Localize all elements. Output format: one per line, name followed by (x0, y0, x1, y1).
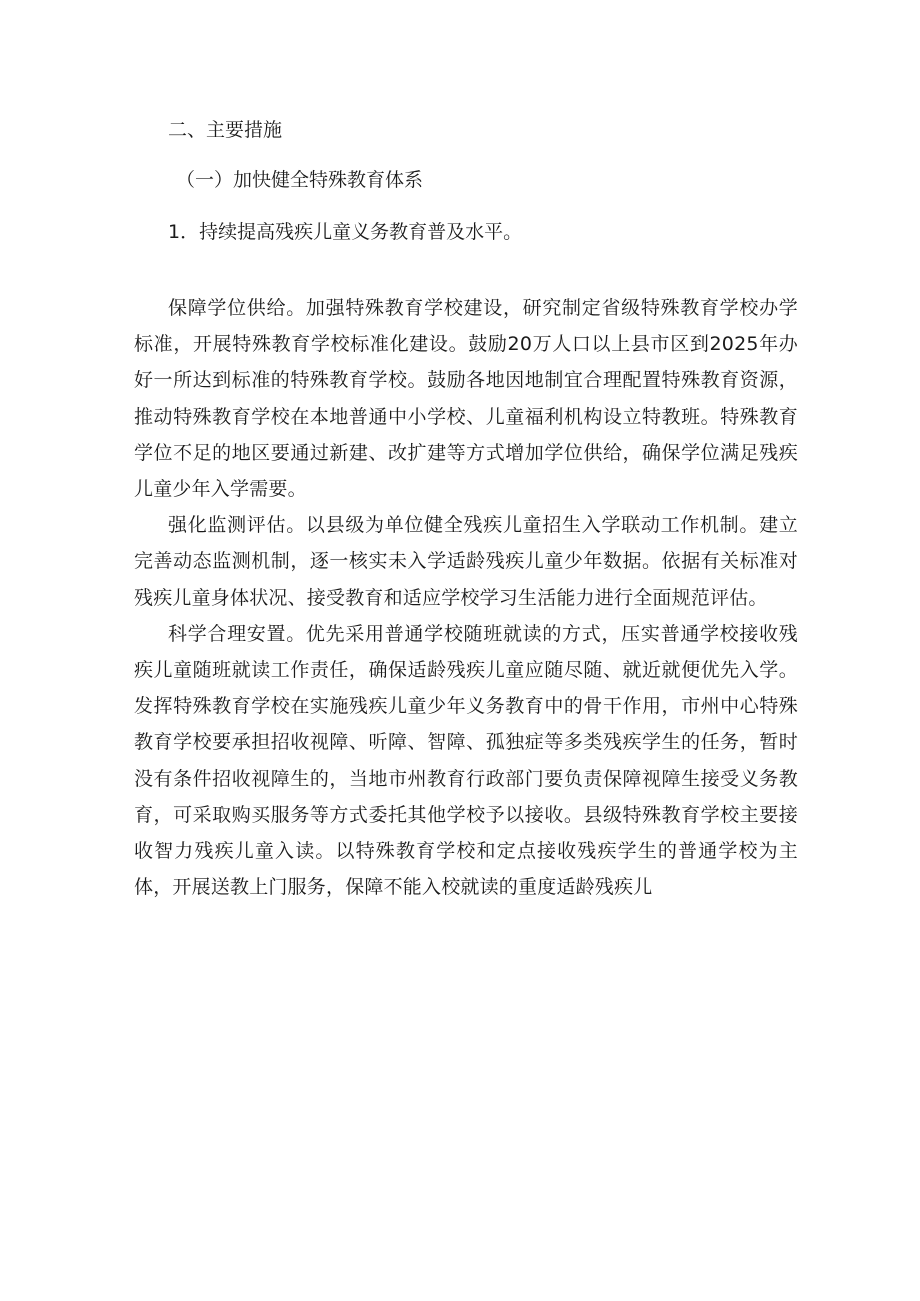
section-heading: 二、主要措施 (168, 119, 283, 141)
document-body (134, 112, 798, 905)
paragraph-seat-supply: 保障学位供给。加强特殊教育学校建设，研究制定省级特殊教育学校办学标准，开展特殊教育学校标准化建设。鼓励20万人口以上县市区到2025年办好一所达到标准的特殊教育学校。鼓励各地因地制宜合理配置特殊教育资源，推动特殊教育学校在本地普通中小学校、儿童福利机构设立特教班。特殊教育学位不足的地区要通过新建、改扩建等方式增加学位供给，确保学位满足残疾儿童少年入学需要。 (134, 297, 798, 501)
paragraph-monitoring: 强化监测评估。以县级为单位健全残疾儿童招生入学联动工作机制。建立完善动态监测机制，逐一核实未入学适龄残疾儿童少年数据。依据有关标准对残疾儿童身体状况、接受教育和适应学校学习生活能力进行全面规范评估。 (134, 514, 798, 609)
item-heading: 1．持续提高残疾儿童义务教育普及水平。 (168, 221, 523, 243)
paragraph-placement: 科学合理安置。优先采用普通学校随班就读的方式，压实普通学校接收残疾儿童随班就读工作责任，确保适龄残疾儿童应随尽随、就近就便优先入学。发挥特殊教育学校在实施残疾儿童少年义务教育中的骨干作用，市州中心特殊教育学校要承担招收视障、听障、智障、孤独症等多类残疾学生的任务，暂时没有条件招收视障生的，当地市州教育行政部门要负责保障视障生接受义务教育，可采取购买服务等方式委托其他学校予以接收。县级特殊教育学校主要接收智力残疾儿童入读。以特殊教育学校和定点接收残疾学生的普通学校为主体，开展送教上门服务，保障不能入校就读的重度适龄残疾儿 (134, 622, 798, 899)
subsection-heading: （一）加快健全特殊教育体系 (176, 169, 424, 191)
